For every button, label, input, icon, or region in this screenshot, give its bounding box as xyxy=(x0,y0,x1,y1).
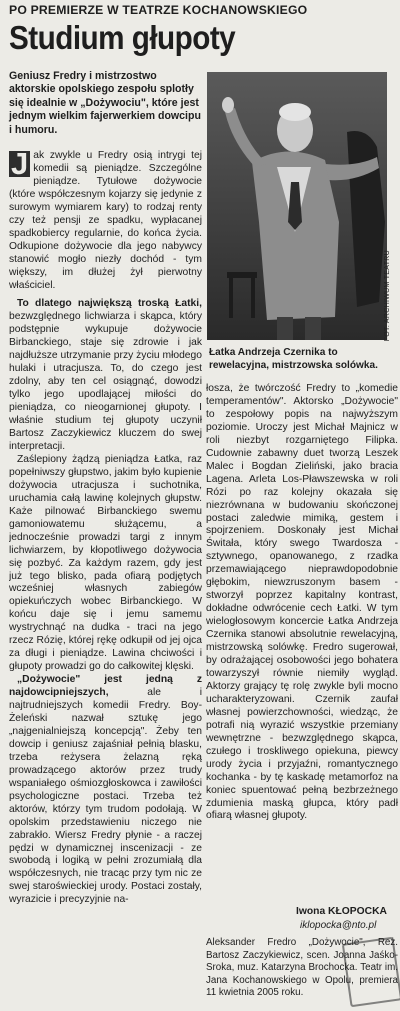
paragraph-1-text: ak zwykle u Fredry osią intrygi tej komedii są pieniądze. Szczególne pieniądze. Tytułowe dożywocie (które współczesnym kojarzy się jedynie z surowym wymiarem kary) to rodzaj renty czy też pensji ze spadku, wypłacanej spadkobiercy regularnie, do końca życia. Odkupione dożywocie dla jego nabywcy stanowić mogło niezły dochód - tym większy, im dłużej żył pierwotny właściciel. xyxy=(9,150,202,291)
article-kicker: PO PREMIERZE W TEATRZE KOCHANOWSKIEGO xyxy=(9,3,308,17)
paragraph-4-text: ale i najtrudniejszych komedii Fredry. Boy-Żeleński nazwał sztukę jego „najgenialniejszą koncepcją". Żeby ten dowcip i geniusz zajaśniał pełnią blasku, trzeba reżysera żelazną ręką prowadzącego aktorów przez trudy wspaniałego ośmiozgłoskowca i zawiłości psychologiczne postaci. Trzeba też aktorów, którzy tym trudom podołają. W opolskim przedstawieniu niczego nie zabrakło. Wiersz Fredry płynie - a raczej pędzi w dynamicznej inscenizacji - ze swobodą i logiką w pełni zrozumiałą dla współczesnych, nie tracąc przy tym nic ze swej staroświeckiej urody. Postaci zostały, wyrazicie i precyzyjnie na- xyxy=(9,687,202,906)
photo-caption: Łatka Andrzeja Czernika to rewelacyjna, mistrzowska solówka. xyxy=(209,347,378,371)
stage-photo xyxy=(207,72,387,340)
drop-cap: J xyxy=(11,150,29,181)
paragraph-4 xyxy=(9,674,202,907)
author-email: iklopocka@nto.pl xyxy=(300,920,377,931)
article-lead xyxy=(9,70,202,137)
article-title: Studium głupoty xyxy=(9,19,236,56)
paragraph-5: łosza, że twórczość Fredry to „komedie temperamentów". Aktorsko „Dożywocie" to zespołowy popis na najwyższym poziomie. Uroczy jest Michał Majnicz w roli niezbyt rozgarniętego Filipka. Cudownie zabawny duet tworzą Leszek Malec i Bogdan Zieliński, jako bracia Lagena. Arleta Los-Pławszewska w roli Rózi po raz kolejny okazała się niezrównana w budowaniu skończonej postaci zaledwie mimiką, gestem i spojrzeniem. Doskonały jest Michał Świtała, który swego Twardosza - sztywnego, opanowanego, z rzadka przemawiającego nieprawdopodobnie głębokim, niewzruszonym basem - stworzył poprzez kapitalny kontrast, dokładne odwrócenie cech Łatki. W tym wielogłosowym koncercie Łatka Andrzeja Czernika stanowi absolutnie rewelacyjną, mistrzowską solówkę. Fredro sugerował, by odrażającej osobowości jego bohatera towarzyszył równie niemiły wygląd. Aktorzy grający tę rolę zwykle byli mocno ucharakteryzowani. Czernik zaufał własnej powierzchowności, wiedząc, że potrafi nią wyrazić wszystkie przemiany wewnętrzne - bezwzględnego skąpca, czułego i troskliwego opiekuna, piewcy urody życia i przyjaźni, romantycznego kochanka - by tę kaskadę metamorfoz na koniec spuentować pełną bezbrzeżnego zdumienia maską głupca, który padł ofiarą własnej głupoty. xyxy=(206,383,398,822)
paragraph-3: Zaślepiony żądzą pieniądza Łatka, raz popełniwszy głupstwo, jakim było kupienie dożywocia utracjusza i suchotnika, uruchamia całą lawinę kolejnych głupstw. Każe pilnować Birbanckiego swemu gamoniowatemu służącemu, a jednocześnie prowadzi targi z innym lichwiarzem, by kłopotliwego dożywocia się pozbyć. Za każdym razem, gdy jest już tego blisko, pada ofiarą podjętych wcześniej własnych zabiegów opiekuńczych wobec Birbanckiego. W końcu daje się i jemu samemu wystrychnąć na dudka - traci na jego rzecz Rózię, której rękę odkupił od jej ojca za długi i pieniądze. Lawina chciwości i głupoty prowadzi go do całkowitej klęski. xyxy=(9,453,202,673)
production-credits: Aleksander Fredro „Dożywocie", Reż. Bartosz Zaczykiewicz, scen. Joanna Jaśko-Sroka, muz. Katarzyna Brochocka. Teatr im. Jana Kochanowskiego w Opolu, premiera 11 kwietnia 2005 roku. xyxy=(206,937,398,999)
actor-photo-illustration xyxy=(207,72,387,340)
archive-stamp xyxy=(342,937,400,1008)
article-column-1 xyxy=(9,150,202,1010)
author-signature: Iwona KŁOPOCKA xyxy=(296,906,387,917)
article-column-2 xyxy=(206,383,398,908)
lead-text: Geniusz Fredry i mistrzostwo aktorskie opolskiego zespołu splotły się idealnie w „Dożywociu", które jest jednym wielkim fajerwerkiem dowcipu i humoru. xyxy=(9,70,201,136)
paragraph-4-lead-in: „Dożywocie" jest jedną z najdowcipniejszych, xyxy=(9,674,202,699)
paragraph-2 xyxy=(9,298,202,453)
paragraph-2-text: bezwzględnego lichwiarza i skąpca, który podstępnie wykupuje dożywocie Birbanckiego, staje się zdrowie i jak najdłuższe utrzymanie przy życiu młodego hulaki i utracjusza. To, do czego jest zdolny, aby ten cel osiągnąć, dowodzi tylko jego upodlającej miłości do pieniądza, co nieogarnionej głupoty. I właśnie studium tej głupoty uczynił Bartosz Zaczykiewicz kluczem do swej interpretacji. xyxy=(9,311,202,452)
photo-credit: FOT. ARCHIWUM TEATRU xyxy=(384,250,391,342)
paragraph-1 xyxy=(9,150,202,292)
paragraph-2-lead-in: To dlatego największą troską Łatki, xyxy=(17,298,202,310)
